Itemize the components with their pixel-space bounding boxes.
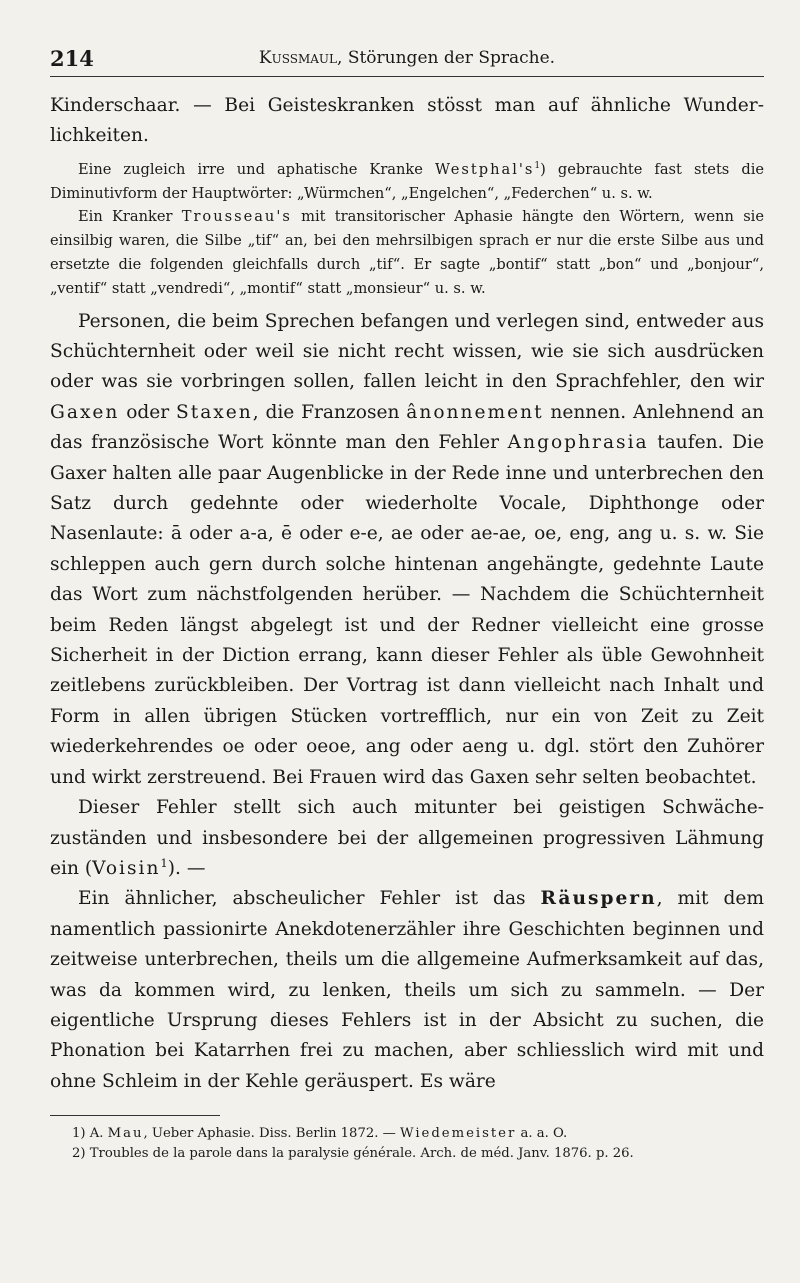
- term-staxen: Staxen: [175, 401, 253, 423]
- paragraph-raeuspern: Ein ähnlicher, abscheulicher Fehler ist das Räuspern, mit dem namentlich passionirte Anekdotenerzähler ihre Geschichten beginnen und zeitweise unterbrechen, theils um die allgemeine Aufmerksamkeit auf das, was da kommen wird, zu lenken, theils um sich zu sammeln. — Der eigentliche Ursprung dieses Fehlers ist in der Absicht zu suchen, die Phonation bei Katarrhen frei zu machen, aber schliesslich wird mit und ohne Schleim in der Kehle geräuspert. Es wäre: [50, 888, 764, 1092]
- paragraph-trousseau: Ein Kranker Trousseau's mit transitorischer Aphasie hängte den Wörtern, wenn sie einsilbig waren, die Silbe „tif“ an, bei den mehrsilbigen sprach er nur die erste Silbe aus und ersetzte die folgenden gleichfalls durch „tif“. Er sagte „bontif“ statt „bon“ und „bonjour“, „ventif“ statt „vendredi“, „montif“ statt „monsieur“ u. s. w.: [50, 208, 764, 297]
- term-raeuspern: Räuspern: [540, 888, 657, 910]
- author-name: Kussmaul: [258, 48, 338, 68]
- name-wiedemeister: Wiedemeister: [400, 1126, 517, 1142]
- term-anonnement: ânonnement: [406, 401, 544, 423]
- name-voisin: Voisin: [92, 857, 161, 879]
- book-page: [50, 40, 764, 1164]
- footnote-ref-1: 1: [534, 160, 541, 171]
- term-angophrasia: Angophrasia: [507, 432, 649, 454]
- footnote-ref-voisin: 1: [160, 855, 168, 870]
- paragraph-1: Kinderschaar. — Bei Geisteskranken stösst man auf ähnliche Wunderlichkeiten.: [50, 95, 764, 147]
- term-gaxen: Gaxen: [50, 401, 120, 423]
- paragraph-gaxen: Personen, die beim Sprechen befangen und verlegen sind, entweder aus Schüchternheit oder weil sie nicht recht wissen, wie sie sich ausdrücken oder was sie vorbringen sollen, fallen leicht in den Sprachfehler, den wir Gaxen oder Staxen, die Franzosen ânonnement nennen. Anlehnend an das französische Wort könnte man den Fehler Angophrasia taufen. Die Gaxer halten alle paar Augenblicke in der Rede inne und unterbrechen den Satz durch gedehnte oder wiederholte Vocale, Diphthonge oder Nasenlaute: ā oder a-a, ē oder e-e, ae oder ae-ae, oe, eng, ang u. s. w. Sie schleppen auch gern durch solche hintenan angehängte, gedehnte Laute das Wort zum nächstfolgenden herüber. — Nachdem die Schüchternheit beim Reden längst abgelegt ist und der Redner vielleicht eine grosse Sicherheit in der Diction errang, kann dieser Fehler als üble Gewohnheit zeitlebens zurückbleiben. Der Vortrag ist dann vielleicht nach Inhalt und Form in allen übrigen Stücken vortrefflich, nur ein von Zeit zu Zeit wiederkehrendes oe oder oeoe, ang oder aeng u. dgl. stört den Zuhörer und wirkt zerstreuend. Bei Frauen wird das Gaxen sehr selten beobachtet.: [50, 310, 765, 788]
- page-number: 214: [50, 46, 94, 71]
- chapter-title: , Störungen der Sprache.: [337, 48, 556, 68]
- name-trousseau: Trousseau's: [181, 208, 292, 226]
- name-mau: Mau: [107, 1126, 144, 1142]
- running-header: [50, 40, 764, 77]
- footnote-2: 2) Troubles de la parole dans la paralysie générale. Arch. de méd. Janv. 1876. p. 26.: [72, 1146, 634, 1162]
- paragraph-voisin: Dieser Fehler stellt sich auch mitunter bei geistigen Schwächezuständen und insbesondere bei der allgemeinen progressiven Lähmung ein (Voisin$^1$). —: [50, 797, 764, 879]
- footnotes: [50, 1124, 764, 1164]
- name-westphal: Westphal's: [434, 160, 535, 178]
- footnote-1: 1) A. Mau, Ueber Aphasie. Diss. Berlin 1872. — Wiedemeister a. a. O.: [72, 1126, 568, 1142]
- paragraph-westphal: Eine zugleich irre und aphatische Kranke $Westphal's^1$) gebrauchte fast stets die Diminutivform der Hauptwörter: „Würmchen“, „Engelchen“, „Federchen“ u. s. w.: [50, 160, 765, 202]
- footnote-divider: [50, 1115, 220, 1116]
- running-title: [50, 48, 764, 68]
